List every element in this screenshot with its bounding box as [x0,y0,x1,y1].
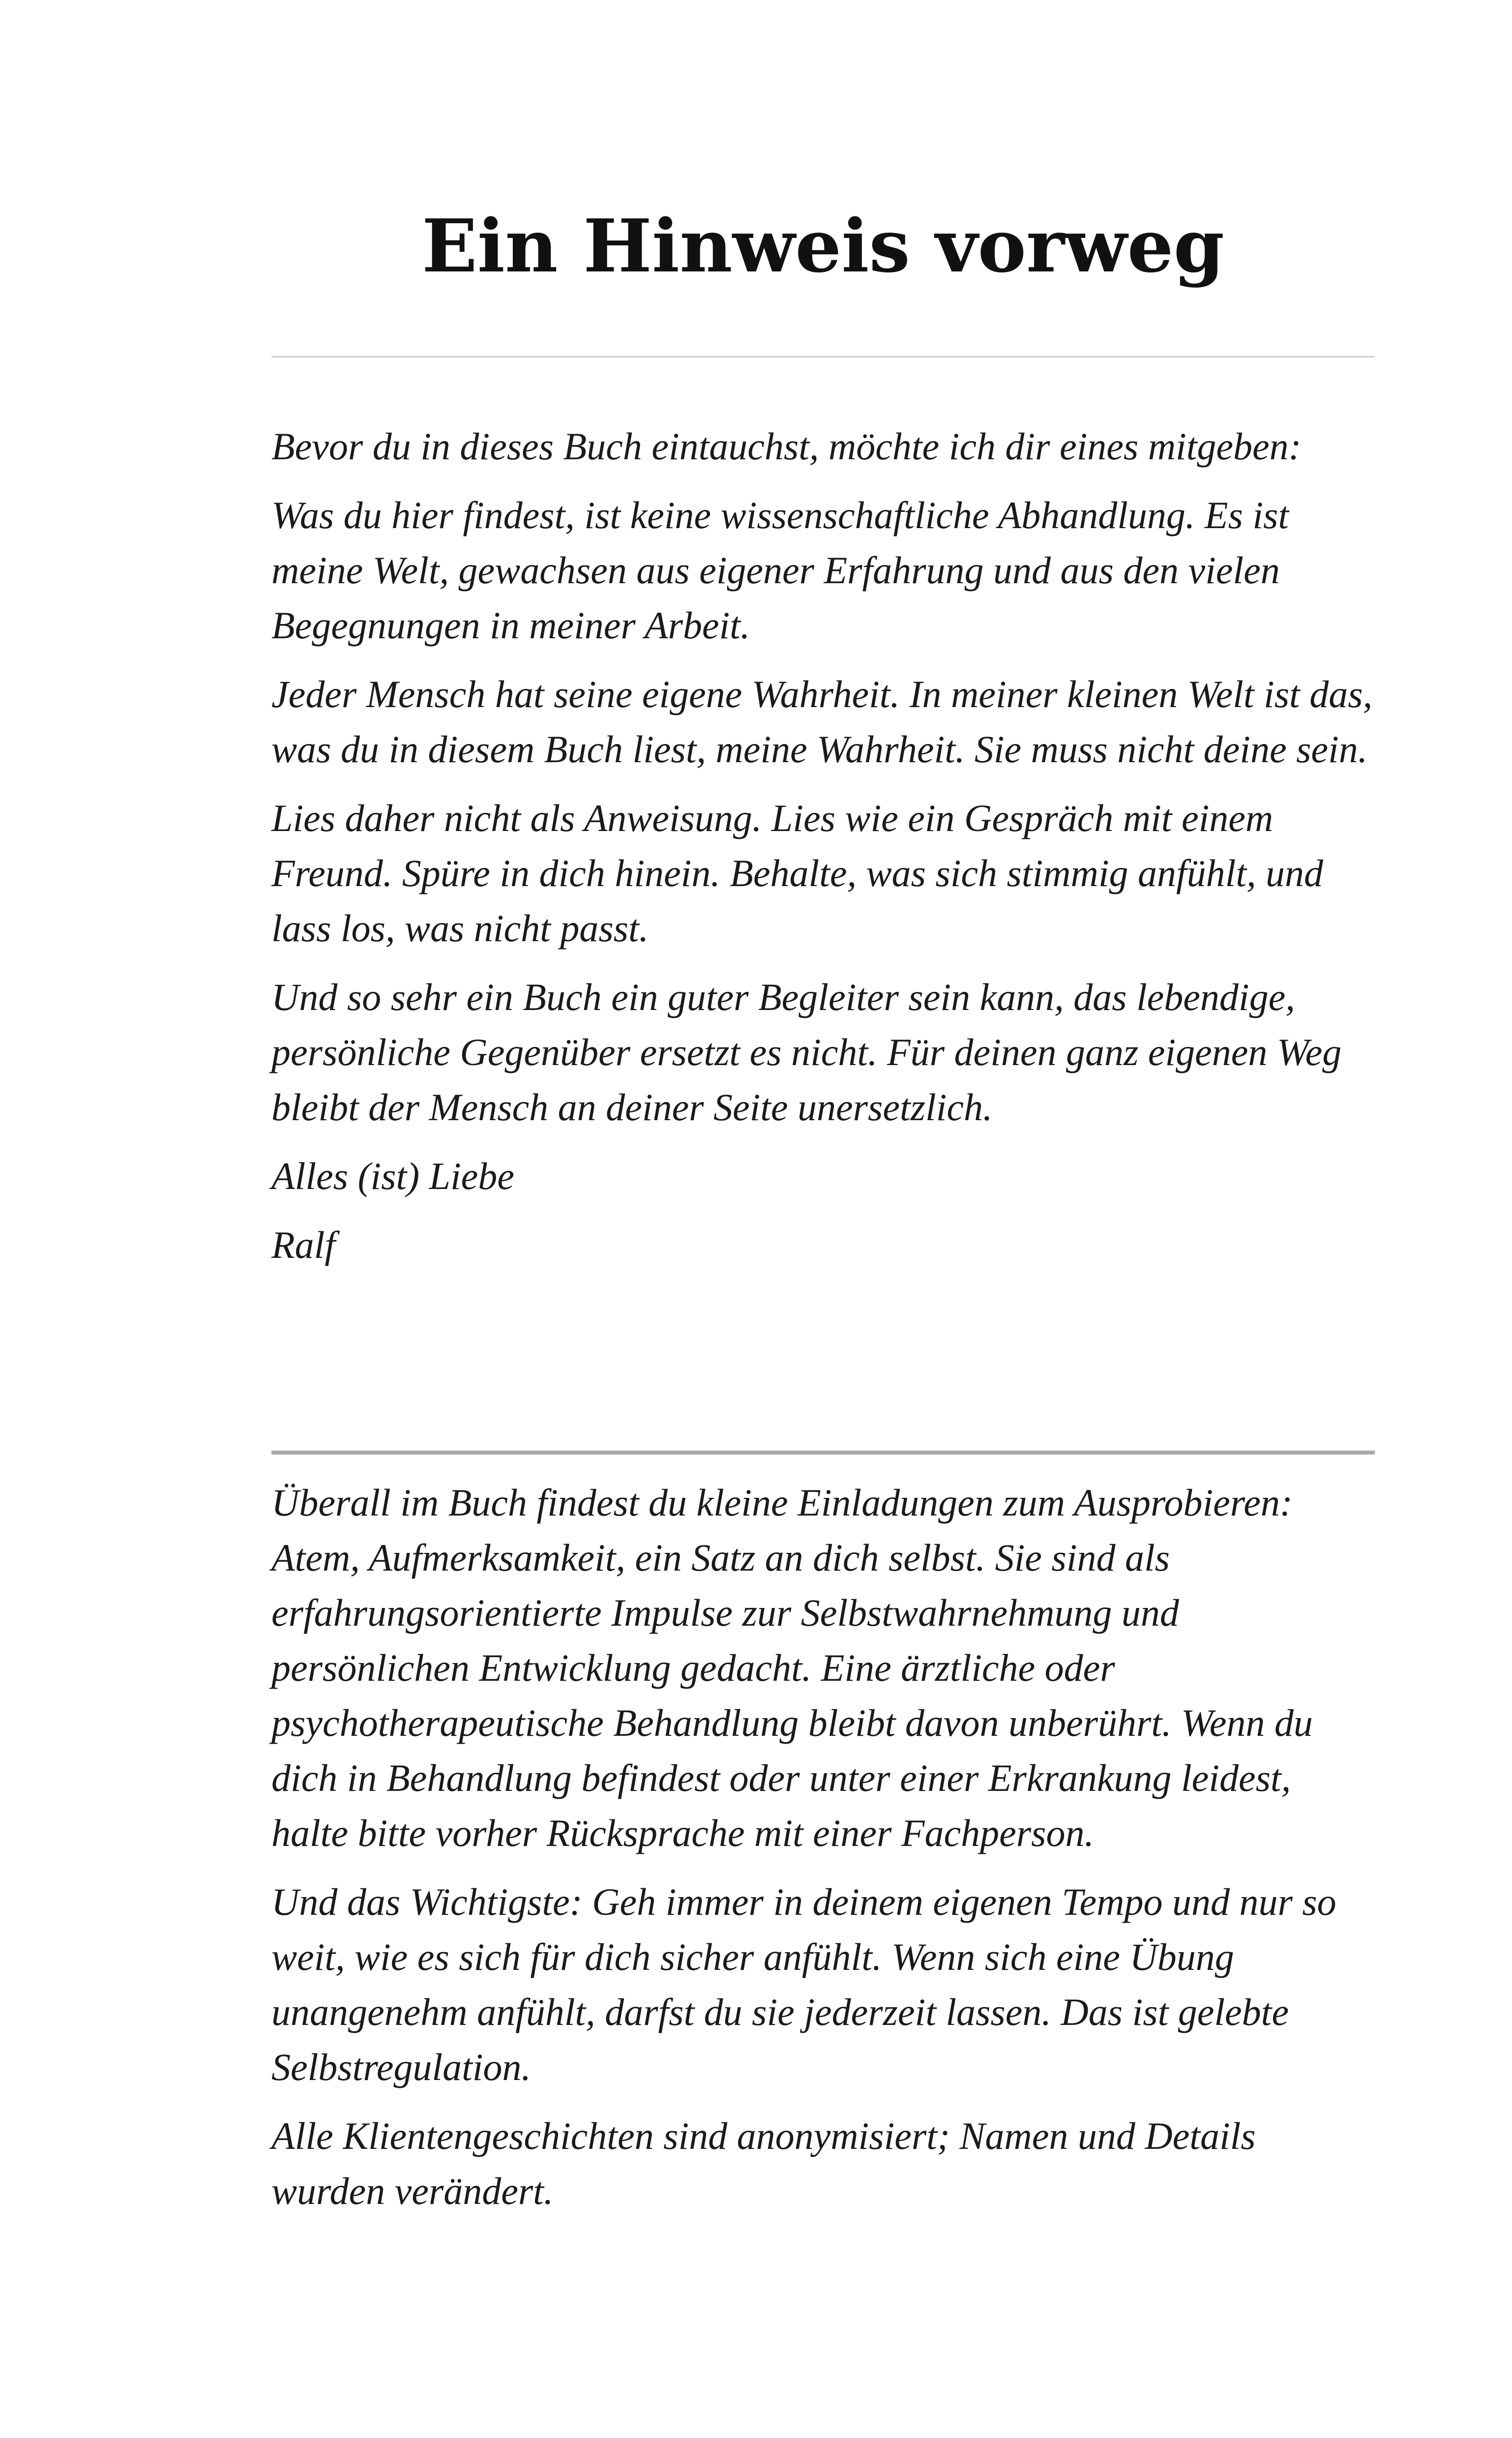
intro-section [271,419,1375,1286]
author-signature: Ralf [271,1223,335,1266]
notice-section [271,1475,1375,2232]
intro-paragraph: Jeder Mensch hat seine eigene Wahrheit. In meiner kleinen Welt ist das, was du in diesem Buch liest, meine Wahrheit. Sie muss nicht deine sein. [271,673,1373,771]
intro-paragraph: Lies daher nicht als Anweisung. Lies wie ein Gespräch mit einem Freund. Spüre in dich hinein. Behalte, was sich stimmig anfühlt, und lass los, was nicht passt. [271,797,1324,950]
intro-paragraph: Was du hier findest, ist keine wissenschaftliche Abhandlung. Es ist meine Welt, gewachsen aus eigener Erfahrung und aus den vielen Begegnungen in meiner Arbeit. [271,494,1289,647]
intro-paragraph: Bevor du in dieses Buch eintauchst, möchte ich dir eines mitgeben: [271,425,1302,468]
title-divider [271,356,1375,357]
section-divider [271,1451,1375,1455]
closing-line: Alles (ist) Liebe [271,1155,514,1197]
notice-paragraph: Und das Wichtigste: Geh immer in deinem eigenen Tempo und nur so weit, wie es sich für dich sicher anfühlt. Wenn sich eine Übung unangenehm anfühlt, darfst du sie jederzeit lassen. Das ist gelebte Selbstregulation. [271,1880,1336,2088]
notice-paragraph: Überall im Buch findest du kleine Einladungen zum Ausprobieren: Atem, Aufmerksamkeit, ein Satz an dich selbst. Sie sind als erfahrungsorientierte Impulse zur Selbstwahrnehmung und persönlichen Entwicklung gedacht. Eine ärztliche oder psychotherapeutische Behandlung bleibt davon unberührt. Wenn du dich in Behandlung befindest oder unter einer Erkrankung leidest, halte bitte vorher Rücksprache mit einer Fachperson. [271,1481,1313,1854]
intro-paragraph: Und so sehr ein Buch ein guter Begleiter sein kann, das lebendige, persönliche Gegenüber ersetzt es nicht. Für deinen ganz eigenen Weg bleibt der Mensch an deiner Seite unersetzlich. [271,976,1342,1129]
page-title: Ein Hinweis vorweg [421,203,1225,289]
notice-paragraph: Alle Klientengeschichten sind anonymisiert; Namen und Details wurden verändert. [271,2114,1256,2212]
